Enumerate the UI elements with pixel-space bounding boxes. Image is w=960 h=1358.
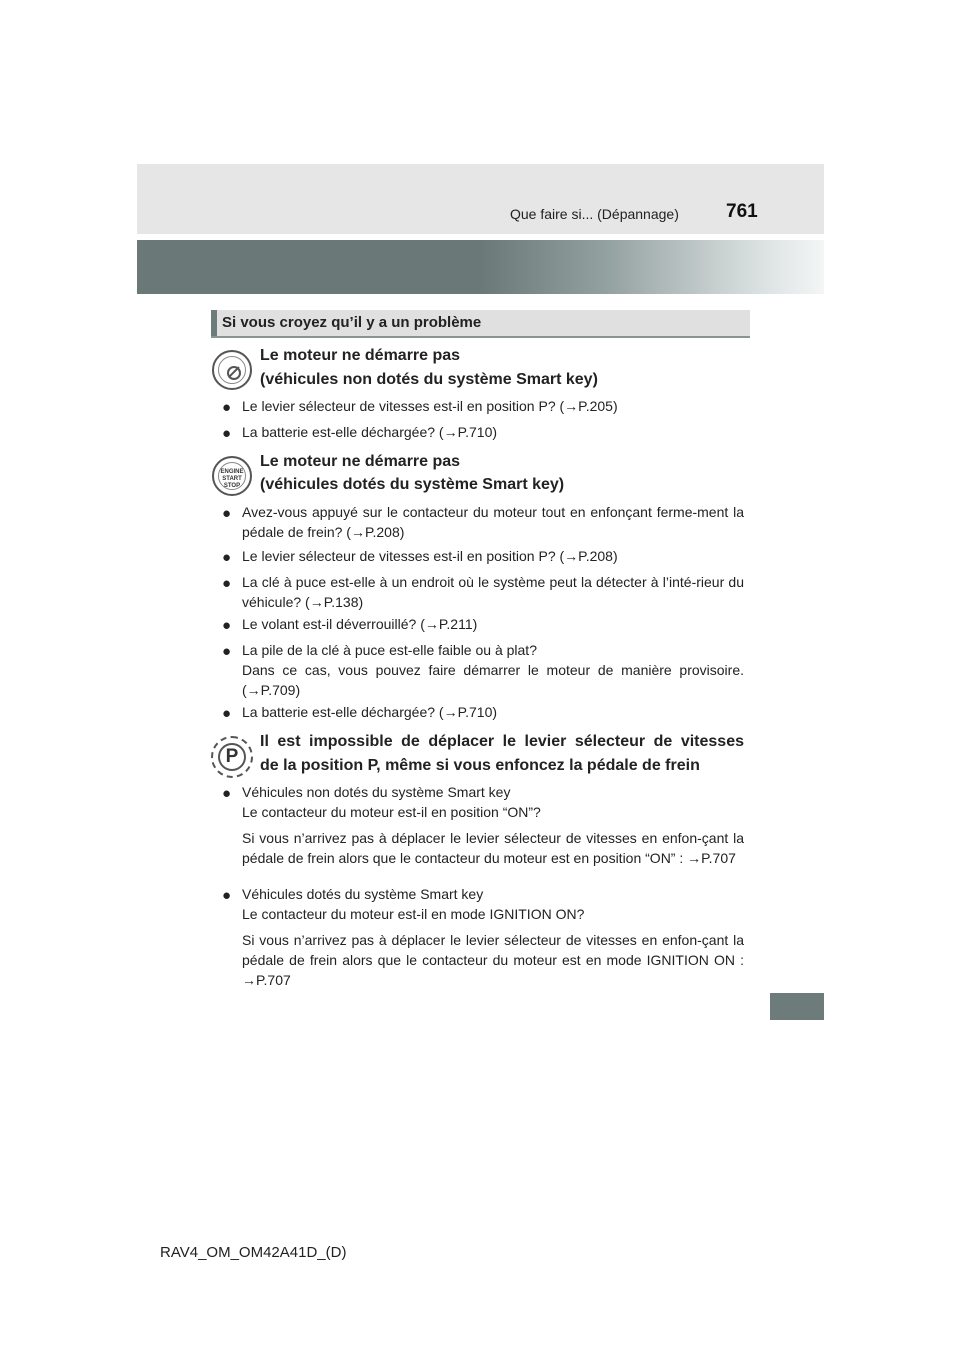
list-item-text: Si vous n’arrivez pas à déplacer le levier sélecteur de vitesses en enfon-çant la pédale de frein alors que le contacteur du moteur est en position “ON” : →P.707 — [242, 830, 744, 866]
shift-lever-p-icon — [211, 736, 253, 778]
bullet-icon: ● — [222, 505, 232, 522]
bullet-icon: ● — [222, 575, 232, 592]
section-title: Si vous croyez qu’il y a un problème — [222, 314, 482, 331]
block1-heading-line2: (véhicules non dotés du système Smart key) — [260, 371, 598, 388]
bullet-icon: ● — [222, 785, 232, 802]
list-item — [222, 640, 744, 700]
bullet-icon: ● — [222, 425, 232, 442]
list-item-text: Avez-vous appuyé sur le contacteur du moteur tout en enfonçant ferme-ment la pédale de frein? (→P.208) — [242, 504, 744, 540]
block3-heading-line1: Il est impossible de déplacer le levier sélecteur de vitesses — [260, 733, 744, 750]
list-item — [222, 782, 744, 868]
block1-heading-line1: Le moteur ne démarre pas — [260, 347, 461, 364]
list-item — [222, 702, 744, 722]
list-item-text: Véhicules non dotés du système Smart key — [242, 784, 511, 800]
chapter-side-tab — [770, 993, 824, 1020]
list-item — [222, 396, 744, 416]
list-item-text: La pile de la clé à puce est-elle faible ou à plat? — [242, 642, 537, 658]
bullet-icon: ● — [222, 617, 232, 634]
list-item-text: Le levier sélecteur de vitesses est-il en position P? (→P.208) — [242, 548, 618, 564]
bullet-icon: ● — [222, 643, 232, 660]
chapter-banner — [137, 240, 824, 294]
list-item — [222, 502, 744, 542]
chapter-title: Que faire si... (Dépannage) — [510, 206, 679, 222]
header-band — [137, 164, 824, 234]
document-code: RAV4_OM_OM42A41D_(D) — [160, 1244, 347, 1261]
list-item-text: Le contacteur du moteur est-il en mode IGNITION ON? — [242, 906, 585, 922]
bullet-icon: ● — [222, 399, 232, 416]
list-item-text: La batterie est-elle déchargée? (→P.710) — [242, 424, 498, 440]
bullet-icon: ● — [222, 887, 232, 904]
list-item — [222, 884, 744, 990]
shift-p-label: P — [225, 746, 239, 767]
engine-start-icon-label: ENGINE START STOP — [220, 469, 244, 489]
list-item-text: La clé à puce est-elle à un endroit où le système peut la détecter à l’inté-rieur du véhicule? (→P.138) — [242, 574, 744, 610]
list-item-text: La batterie est-elle déchargée? (→P.710) — [242, 704, 498, 720]
bullet-icon: ● — [222, 705, 232, 722]
block2-heading-line2: (véhicules dotés du système Smart key) — [260, 476, 565, 493]
block3-heading-line2: de la position P, même si vous enfoncez la pédale de frein — [260, 757, 700, 774]
engine-start-stop-button-icon — [212, 456, 252, 496]
page-number: 761 — [726, 201, 758, 222]
block2-heading-line1: Le moteur ne démarre pas — [260, 453, 461, 470]
list-item-text: Le volant est-il déverrouillé? (→P.211) — [242, 616, 478, 632]
list-item — [222, 546, 744, 566]
bullet-icon: ● — [222, 549, 232, 566]
list-item-text: Le levier sélecteur de vitesses est-il en position P? (→P.205) — [242, 398, 618, 414]
list-item-text: Si vous n’arrivez pas à déplacer le levier sélecteur de vitesses en enfon-çant la pédale de frein alors que le contacteur du moteur est en mode IGNITION ON : →P.707 — [242, 932, 744, 988]
list-item-text: Véhicules dotés du système Smart key — [242, 886, 484, 902]
ignition-key-cylinder-icon — [212, 350, 252, 390]
list-item — [222, 614, 744, 634]
list-item — [222, 572, 744, 612]
list-item — [222, 422, 744, 442]
list-item-text: Dans ce cas, vous pouvez faire démarrer le moteur de manière provisoire. (→P.709) — [242, 662, 744, 698]
list-item-text: Le contacteur du moteur est-il en position “ON”? — [242, 804, 541, 820]
